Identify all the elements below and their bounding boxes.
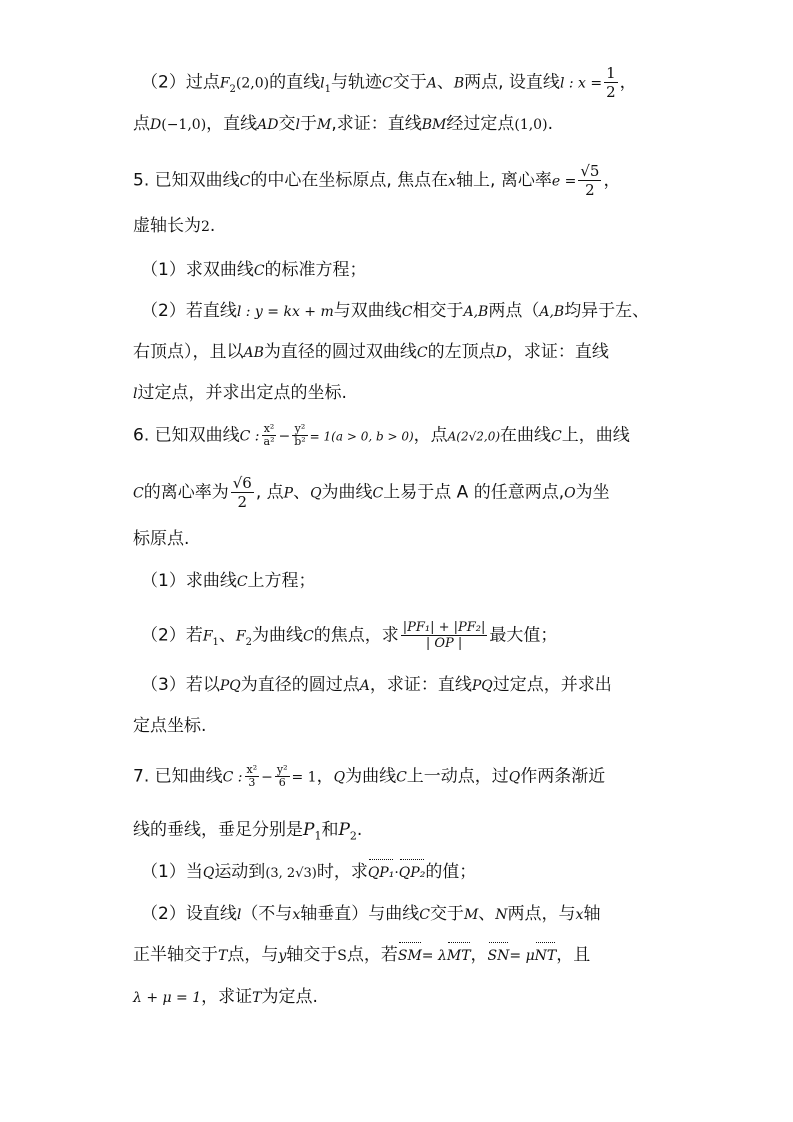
math: PQ bbox=[471, 678, 493, 694]
text: 轴 bbox=[583, 904, 601, 924]
math-sub: 1 bbox=[314, 829, 322, 843]
math-sub: 1 bbox=[324, 83, 331, 95]
problem-6-part-3-line-1 bbox=[141, 673, 660, 698]
math: e = bbox=[551, 173, 577, 190]
text: 7. 已知曲线 bbox=[133, 766, 223, 787]
math: S bbox=[337, 948, 347, 964]
text: . bbox=[356, 820, 363, 840]
numerator: √6 bbox=[232, 474, 252, 492]
text: 的直线 bbox=[269, 72, 321, 93]
text: 上方程； bbox=[247, 571, 316, 591]
text: 为直径的圆过点 bbox=[240, 675, 360, 695]
denominator: | OP | bbox=[425, 636, 463, 651]
math: P bbox=[338, 820, 350, 840]
vector: NT bbox=[535, 944, 557, 968]
math: A bbox=[359, 678, 370, 694]
text: 、 bbox=[293, 482, 311, 503]
problem-6-part-3-line-2 bbox=[133, 714, 660, 738]
text: 轴交于 bbox=[286, 945, 338, 965]
text: 作两条渐近 bbox=[520, 766, 606, 787]
text: 正半轴交于 bbox=[133, 945, 218, 965]
denominator: 6 bbox=[278, 776, 286, 789]
math: C : bbox=[222, 769, 243, 786]
problem-6-line-1 bbox=[133, 423, 660, 449]
math: C bbox=[551, 428, 562, 445]
math: BM bbox=[421, 117, 447, 133]
problem-5-line-1 bbox=[133, 162, 660, 199]
text: , 点 bbox=[255, 482, 284, 503]
text: 经过定点 bbox=[446, 114, 515, 134]
fraction bbox=[231, 474, 254, 511]
problem-5-part-2-line-2 bbox=[133, 340, 660, 365]
problem-6-line-3 bbox=[133, 527, 660, 551]
text: 为定点. bbox=[261, 987, 318, 1007]
math: C bbox=[381, 75, 393, 92]
fraction bbox=[604, 64, 618, 101]
text: 最大值； bbox=[489, 625, 558, 646]
text: ，直线 bbox=[206, 114, 258, 134]
math: − bbox=[278, 428, 291, 445]
text: 的左顶点 bbox=[427, 342, 496, 362]
denominator: 2 bbox=[606, 83, 616, 101]
text: 运动到 bbox=[214, 862, 266, 882]
math: C bbox=[419, 907, 430, 923]
math-sub: 2 bbox=[229, 83, 236, 95]
text: 过定点，并求出定点的坐标. bbox=[137, 383, 347, 403]
denominator: b² bbox=[294, 435, 306, 448]
math: A(2√2,0) bbox=[447, 429, 501, 444]
text: ，求证：直线 bbox=[369, 675, 472, 695]
problem-6-line-2 bbox=[133, 474, 660, 511]
text: 与双曲线 bbox=[333, 301, 402, 321]
text: ， bbox=[619, 72, 637, 93]
math-sub: 2 bbox=[349, 829, 357, 843]
fraction bbox=[578, 162, 601, 199]
math: F bbox=[219, 75, 230, 92]
text: 交 bbox=[278, 114, 296, 134]
text: （2）过点 bbox=[141, 72, 220, 93]
text: 时，求 bbox=[316, 862, 368, 882]
text: ，求证：直线 bbox=[506, 342, 609, 362]
problem-7-part-2-line-3 bbox=[133, 985, 660, 1010]
math-sub: 2 bbox=[245, 636, 253, 648]
math: Q bbox=[202, 865, 215, 881]
math: (2,0) bbox=[235, 75, 270, 92]
text: ， bbox=[316, 766, 334, 787]
math: x bbox=[448, 173, 457, 190]
text: 、 bbox=[478, 904, 496, 924]
math: : x = bbox=[564, 75, 603, 92]
text: 上，曲线 bbox=[561, 425, 630, 446]
problem-6-part-2 bbox=[141, 620, 660, 655]
text: 点 bbox=[133, 114, 150, 134]
problem-4-part-2-line-1 bbox=[141, 64, 660, 102]
math: Q bbox=[310, 485, 322, 502]
fraction bbox=[275, 764, 290, 789]
vector: MT bbox=[447, 944, 471, 968]
math: l : y = kx + m bbox=[236, 304, 334, 320]
math: C bbox=[416, 345, 428, 361]
math: (1,0) bbox=[514, 117, 548, 133]
problem-6-part-1 bbox=[141, 569, 660, 594]
text: （不与 bbox=[241, 904, 293, 924]
math: y bbox=[278, 948, 287, 964]
math: AD bbox=[257, 117, 279, 133]
text: 两点，与 bbox=[507, 904, 576, 924]
text: 、 bbox=[436, 72, 454, 93]
numerator: y² bbox=[292, 423, 307, 436]
text: 的中心在坐标原点, 焦点在 bbox=[250, 170, 449, 191]
text: 定点坐标. bbox=[133, 716, 207, 736]
math-sub: 1 bbox=[212, 636, 219, 648]
math: T bbox=[252, 990, 262, 1006]
text: （2）若 bbox=[141, 625, 203, 646]
numerator: y² bbox=[276, 763, 288, 776]
math: x bbox=[575, 907, 584, 923]
text: 均异于左、 bbox=[564, 301, 650, 321]
math: C bbox=[133, 485, 144, 502]
text: 和 bbox=[321, 820, 339, 840]
fraction bbox=[401, 620, 488, 651]
math: l bbox=[320, 75, 325, 92]
text: 点，若 bbox=[346, 945, 398, 965]
math: l bbox=[236, 907, 242, 923]
text: ， bbox=[470, 945, 488, 965]
vector: SM bbox=[398, 944, 422, 968]
math: C bbox=[253, 263, 265, 279]
math: C bbox=[396, 769, 407, 786]
text: . bbox=[547, 114, 553, 134]
text: 两点, 设直线 bbox=[464, 72, 560, 93]
numerator: x² bbox=[246, 763, 258, 776]
math: = 1 bbox=[291, 769, 317, 786]
text: ，且 bbox=[556, 945, 591, 965]
problem-5-part-1 bbox=[141, 258, 660, 283]
math: P bbox=[303, 820, 315, 840]
text: 右顶点），且以 bbox=[133, 342, 244, 362]
text: 为曲线 bbox=[252, 625, 304, 646]
math: C bbox=[303, 628, 314, 645]
text: 6. 已知双曲线 bbox=[133, 425, 240, 446]
math: = μ bbox=[509, 948, 535, 964]
problem-5-line-2 bbox=[133, 214, 660, 239]
text: 于 bbox=[299, 114, 317, 134]
fraction bbox=[245, 764, 260, 789]
fraction bbox=[262, 423, 277, 448]
text: （3）若以 bbox=[141, 675, 220, 695]
text: （1）求双曲线 bbox=[141, 260, 254, 280]
math: C bbox=[236, 574, 248, 590]
text: 、 bbox=[218, 625, 236, 646]
text: 上易于点 A 的任意两点, bbox=[383, 482, 565, 503]
math: 2 bbox=[201, 219, 210, 235]
denominator: a² bbox=[263, 435, 275, 448]
text: ， bbox=[603, 170, 621, 191]
math: N bbox=[495, 907, 508, 923]
text: . bbox=[209, 216, 216, 236]
math: A,B bbox=[463, 304, 489, 320]
vector: SN bbox=[488, 944, 510, 968]
text: 虚轴长为 bbox=[133, 216, 201, 236]
text: （2）设直线 bbox=[141, 904, 237, 924]
text: ，求证 bbox=[201, 987, 253, 1007]
math: · bbox=[394, 865, 399, 881]
problem-7-line-1 bbox=[133, 764, 660, 790]
problem-7-part-2-line-1 bbox=[141, 902, 660, 927]
numerator: |PF₁| + |PF₂| bbox=[402, 620, 486, 635]
text: 轴上, 离心率 bbox=[456, 170, 552, 191]
math: F bbox=[235, 628, 246, 645]
math: A bbox=[426, 75, 437, 92]
math: = 1(a > 0, b > 0) bbox=[309, 429, 414, 444]
math: M bbox=[463, 907, 479, 923]
problem-5-part-2-line-1 bbox=[141, 299, 660, 324]
text: 5. 已知双曲线 bbox=[133, 170, 240, 191]
problem-4-part-2-line-2 bbox=[133, 112, 660, 137]
math: A,B bbox=[539, 304, 565, 320]
math: D bbox=[150, 117, 162, 133]
math: P bbox=[283, 485, 294, 502]
text: 交于 bbox=[429, 904, 464, 924]
problem-5-part-2-line-3 bbox=[133, 381, 660, 406]
denominator: 2 bbox=[585, 181, 595, 199]
math: O bbox=[564, 485, 576, 502]
math: l bbox=[295, 117, 300, 133]
math: Q bbox=[333, 769, 346, 786]
text: 点，与 bbox=[227, 945, 279, 965]
math: Q bbox=[508, 769, 521, 786]
text: 的值； bbox=[425, 862, 477, 882]
numerator: √5 bbox=[580, 162, 600, 180]
text: 过定点，并求出 bbox=[492, 675, 612, 695]
fraction bbox=[292, 423, 307, 448]
math: = λ bbox=[421, 948, 447, 964]
math: D bbox=[495, 345, 507, 361]
math: x bbox=[292, 907, 301, 923]
math: C : bbox=[239, 428, 260, 445]
math: (3, 2√3) bbox=[265, 866, 317, 881]
math: T bbox=[218, 948, 228, 964]
numerator: x² bbox=[262, 423, 277, 436]
text: 为曲线 bbox=[321, 482, 373, 503]
text: （2）若直线 bbox=[141, 301, 237, 321]
problem-7-part-2-line-2 bbox=[133, 943, 660, 968]
math: B bbox=[453, 75, 465, 92]
text: 两点（ bbox=[488, 301, 540, 321]
text: 的离心率为 bbox=[143, 482, 229, 503]
math: PQ bbox=[219, 678, 241, 694]
text: 在曲线 bbox=[500, 425, 552, 446]
vector: QP₂ bbox=[399, 861, 426, 885]
text: 轴垂直）与曲线 bbox=[300, 904, 420, 924]
text: 相交于 bbox=[412, 301, 464, 321]
problem-7-line-2 bbox=[133, 818, 660, 848]
math: C bbox=[401, 304, 413, 320]
problem-7-part-1 bbox=[141, 860, 660, 886]
math: C bbox=[372, 485, 384, 502]
text: ，点 bbox=[413, 425, 448, 446]
text: 的标准方程； bbox=[264, 260, 367, 280]
math: C bbox=[239, 173, 251, 190]
text: 线的垂线，垂足分别是 bbox=[133, 820, 303, 840]
text: 上一动点，过 bbox=[406, 766, 509, 787]
text: 的焦点，求 bbox=[313, 625, 399, 646]
text: 交于 bbox=[392, 72, 427, 93]
text: （1）当 bbox=[141, 862, 203, 882]
math: AB bbox=[243, 345, 264, 361]
text: 为坐 bbox=[575, 482, 610, 503]
vector: QP₁ bbox=[368, 861, 395, 885]
text: 与轨迹 bbox=[330, 72, 382, 93]
text: 为直径的圆过双曲线 bbox=[263, 342, 417, 362]
text: 为曲线 bbox=[345, 766, 397, 787]
math: − bbox=[261, 769, 273, 786]
math: M bbox=[316, 117, 332, 133]
math: (−1,0) bbox=[161, 117, 207, 133]
math: l bbox=[133, 386, 138, 402]
text: （1）求曲线 bbox=[141, 571, 237, 591]
denominator: 2 bbox=[237, 493, 248, 511]
denominator: 3 bbox=[248, 776, 256, 789]
numerator: 1 bbox=[606, 64, 616, 82]
text: ,求证：直线 bbox=[331, 114, 422, 134]
math: l bbox=[559, 75, 565, 92]
math: F bbox=[202, 628, 213, 645]
math: λ + μ = 1 bbox=[133, 990, 202, 1006]
text: 标原点. bbox=[133, 529, 190, 549]
